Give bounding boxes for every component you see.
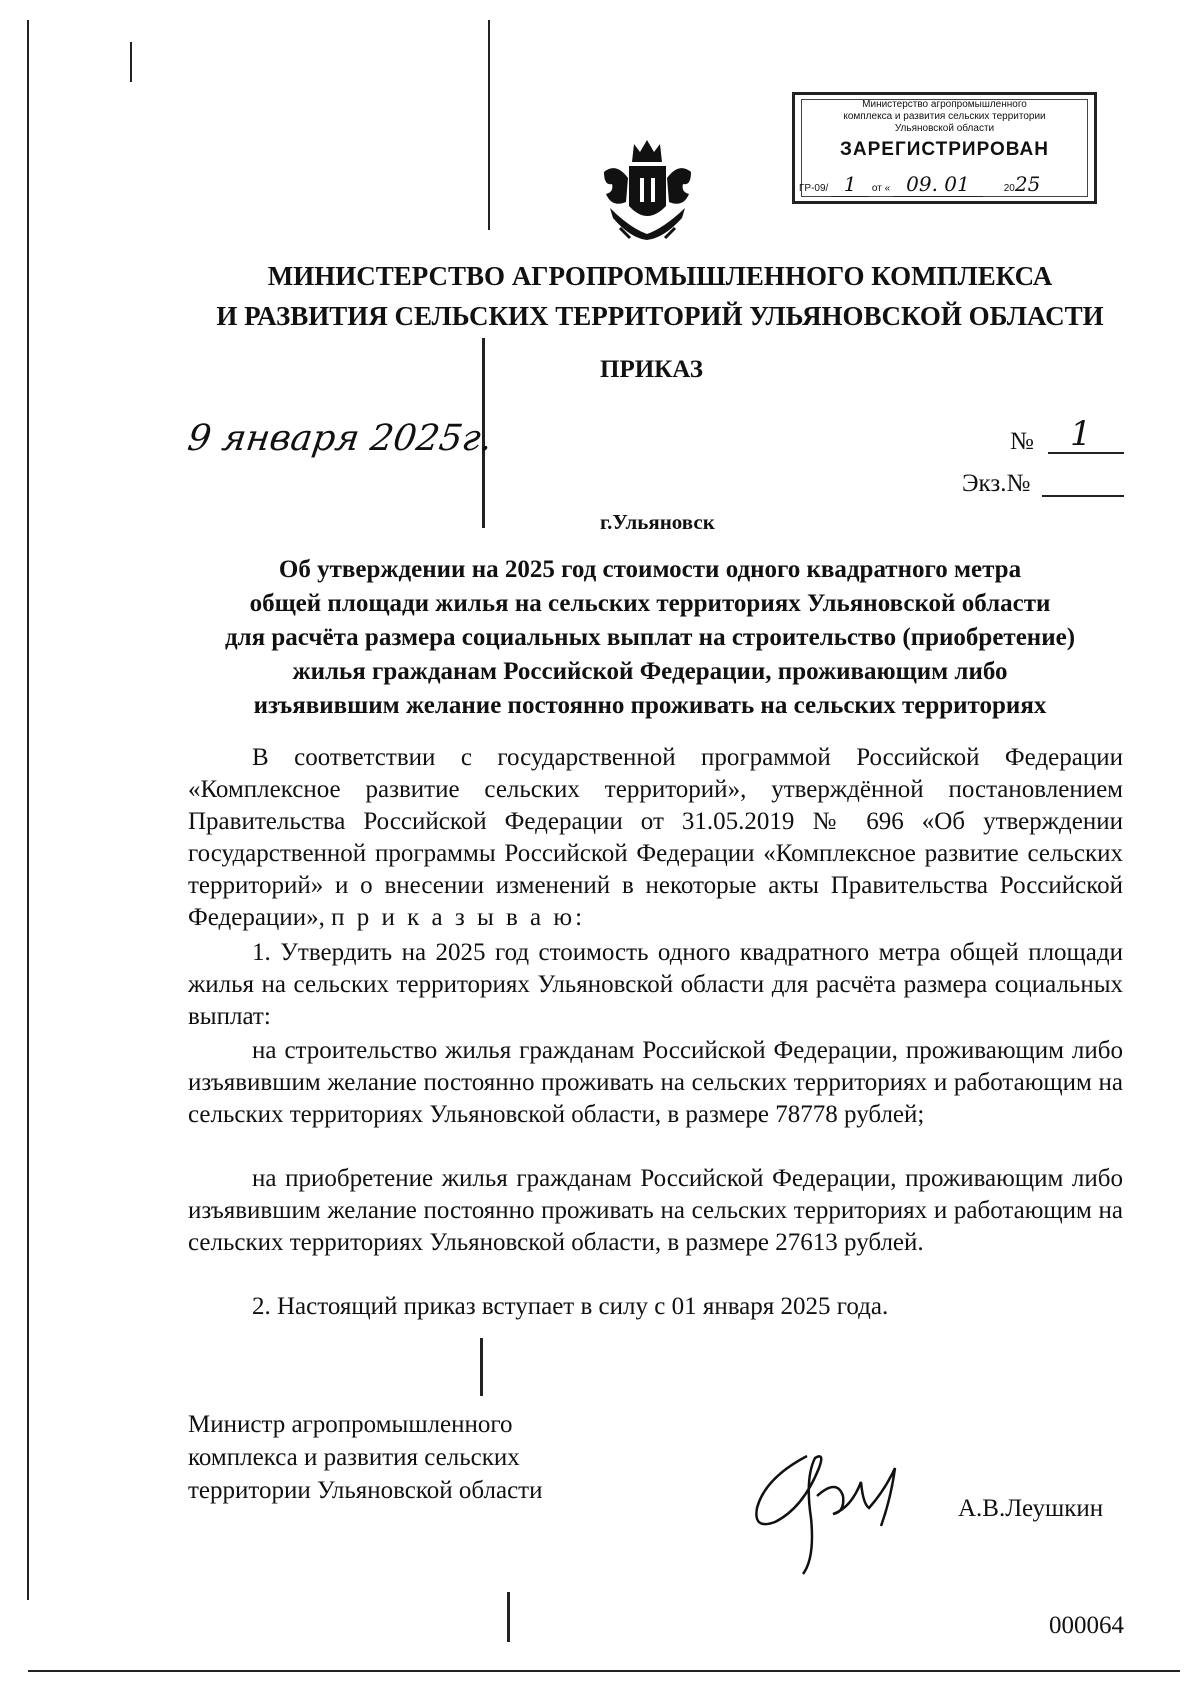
title-line3: для расчёта размера социальных выплат на строительство (приобретение) <box>224 624 1076 651</box>
command-word: п р и к а з ы в а ю: <box>331 904 586 931</box>
scan-mark-top-left <box>130 42 132 82</box>
item1a-paragraph: на строительство жилья гражданам Российской Федерации, проживающим либо изъявившим желание постоянно проживать на сельских территориях и работающим на сельских территориях Ульяновской области, в размере 78778 рублей; <box>188 1037 1123 1128</box>
signer-name: А.В.Леушкин <box>958 1495 1104 1522</box>
stamp-reg-date: 09. 01 <box>893 172 983 197</box>
signer-position-line2: комплекса и развития сельских <box>188 1444 520 1471</box>
document-type-heading: ПРИКАЗ <box>600 356 703 383</box>
scan-fold-line-bottom <box>507 1592 510 1642</box>
item1-paragraph: 1. Утвердить на 2025 год стоимость одного квадратного метра общей площади жилья на сельских территориях Ульяновской области для расчёта размера социальных выплат: <box>188 939 1123 1030</box>
title-line5: изъявившим желание постоянно проживать на сельских территориях <box>253 692 1047 719</box>
preamble-text: В соответствии с государственной программой Российской Федерации «Комплексное развитие сельских территорий», утверждённой постановлением Правительства Российской Федерации от 31.05.2019 № 696 «Об утверждении государственной программы Российской Федерации «Комплексное развитие сельских территорий» и о внесении изменений в некоторые акты Правительства Российской Федерации», <box>188 744 1123 931</box>
title-line1: Об утверждении на 2025 год стоимости одного квадратного метра <box>278 556 1022 583</box>
signer-position-line3: территории Ульяновской области <box>188 1477 543 1504</box>
copy-number-underline <box>1042 495 1124 497</box>
order-title <box>180 553 1120 723</box>
stamp-reg-year-prefix: 20 <box>1003 183 1015 194</box>
stamp-reg-prefix: ГР-09/ <box>799 183 829 194</box>
stamp-reg-line <box>799 172 1090 197</box>
stamp-org-line3: Ульяновской области <box>894 123 995 134</box>
preamble-paragraph <box>188 742 1123 934</box>
stamp-reg-number: 1 <box>831 172 869 197</box>
number-label: № <box>1010 428 1034 455</box>
handwritten-signature <box>745 1438 945 1578</box>
scan-fold-line-top <box>488 20 490 230</box>
stamp-status: ЗАРЕГИСТРИРОВАН <box>840 139 1049 160</box>
title-line4: жилья гражданам Российской Федерации, проживающим либо <box>292 658 1008 685</box>
item1b-paragraph: на приобретение жилья гражданам Российской Федерации, проживающим либо изъявившим желание постоянно проживать на сельских территориях и работающим на сельских территориях Ульяновской области, в размере 27613 рублей. <box>188 1165 1123 1256</box>
ministry-name-line2: И РАЗВИТИЯ СЕЛЬСКИХ ТЕРРИТОРИЙ УЛЬЯНОВСКОЙ ОБЛАСТИ <box>216 301 1104 331</box>
ministry-name-line1: МИНИСТЕРСТВО АГРОПРОМЫШЛЕННОГО КОМПЛЕКСА <box>267 261 1053 291</box>
item2-paragraph: 2. Настоящий приказ вступает в силу с 01 января 2025 года. <box>252 1293 889 1320</box>
registration-stamp <box>792 92 1097 204</box>
stamp-reg-year: 25 <box>1014 172 1041 196</box>
handwritten-number: 1 <box>1070 414 1092 454</box>
document-serial-number: 000064 <box>1049 1612 1124 1639</box>
stamp-org-line1: Министерство агропромышленного <box>862 99 1027 110</box>
city: г.Ульяновск <box>600 510 715 534</box>
stamp-org-line2: комплекса и развития сельских территории <box>843 111 1046 122</box>
scan-fold-line-lower <box>480 1338 483 1396</box>
scan-edge-line-bottom <box>28 1670 1180 1672</box>
stamp-reg-from: от « <box>871 183 891 194</box>
signer-position <box>188 1408 542 1507</box>
scan-edge-line-left <box>27 20 29 1600</box>
signer-position-line1: Министр агропромышленного <box>188 1411 513 1438</box>
copy-number-label: Экз.№ <box>962 470 1031 497</box>
handwritten-date: 9 января 2025г. <box>185 418 495 459</box>
coat-of-arms-emblem <box>600 138 695 243</box>
title-line2: общей площади жилья на сельских территориях Ульяновской области <box>249 590 1051 617</box>
